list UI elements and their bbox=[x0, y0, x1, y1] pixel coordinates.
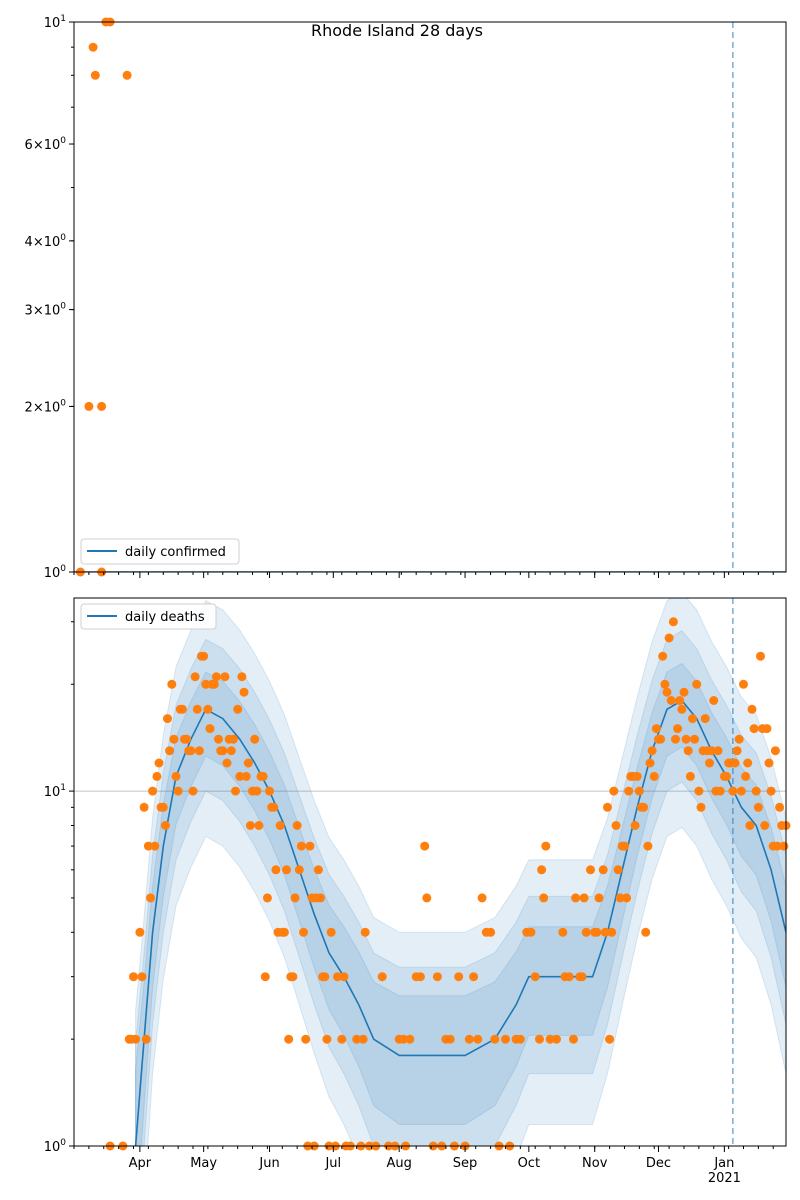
bottom-data-point bbox=[284, 1035, 293, 1044]
x-tick-label: Jul bbox=[325, 1156, 342, 1171]
bottom-data-point bbox=[779, 842, 788, 851]
bottom-data-point bbox=[203, 705, 212, 714]
x-year-label: 2021 bbox=[707, 1171, 741, 1186]
bottom-data-point bbox=[263, 893, 272, 902]
bottom-data-point bbox=[361, 928, 370, 937]
bottom-data-point bbox=[131, 1035, 140, 1044]
bottom-data-point bbox=[688, 714, 697, 723]
bottom-data-point bbox=[501, 1035, 510, 1044]
bottom-data-point bbox=[478, 893, 487, 902]
bottom-data-point bbox=[737, 787, 746, 796]
bottom-data-point bbox=[172, 772, 181, 781]
bottom-data-point bbox=[220, 672, 229, 681]
bottom-data-point bbox=[648, 746, 657, 755]
bottom-data-point bbox=[129, 972, 138, 981]
bottom-data-point bbox=[206, 724, 215, 733]
bottom-data-point bbox=[639, 803, 648, 812]
top-y-tick-label: $6\times 10^0$ bbox=[24, 136, 66, 154]
figure-title: Rhode Island 28 days bbox=[310, 21, 484, 40]
bottom-data-point bbox=[607, 928, 616, 937]
bottom-data-point bbox=[195, 746, 204, 755]
bottom-data-point bbox=[694, 787, 703, 796]
bottom-data-point bbox=[677, 705, 686, 714]
bottom-data-point bbox=[212, 672, 221, 681]
bottom-data-point bbox=[261, 972, 270, 981]
bottom-data-point bbox=[697, 803, 706, 812]
bottom-data-point bbox=[231, 787, 240, 796]
bottom-data-point bbox=[667, 696, 676, 705]
bottom-data-point bbox=[454, 972, 463, 981]
bottom-data-point bbox=[327, 928, 336, 937]
bottom-data-point bbox=[739, 680, 748, 689]
bottom-data-point bbox=[650, 772, 659, 781]
bottom-data-point bbox=[605, 1035, 614, 1044]
bottom-data-point bbox=[586, 865, 595, 874]
bottom-data-point bbox=[161, 821, 170, 830]
bottom-data-point bbox=[765, 759, 774, 768]
bottom-data-point bbox=[578, 972, 587, 981]
bottom-data-point bbox=[359, 1035, 368, 1044]
top-axes-frame bbox=[74, 22, 786, 572]
bottom-data-point bbox=[571, 893, 580, 902]
bottom-data-point bbox=[271, 865, 280, 874]
bottom-data-point bbox=[337, 1035, 346, 1044]
bottom-data-point bbox=[665, 634, 674, 643]
top-data-point bbox=[97, 402, 106, 411]
bottom-data-point bbox=[658, 652, 667, 661]
top-data-point bbox=[84, 402, 93, 411]
bottom-data-point bbox=[760, 821, 769, 830]
bottom-data-point bbox=[609, 787, 618, 796]
bottom-data-point bbox=[469, 972, 478, 981]
bottom-data-point bbox=[305, 842, 314, 851]
x-tick-label: Aug bbox=[386, 1156, 412, 1171]
bottom-data-point bbox=[223, 759, 232, 768]
bottom-y-axis bbox=[44, 622, 74, 1155]
bottom-data-point bbox=[167, 680, 176, 689]
bottom-data-point bbox=[531, 972, 540, 981]
bottom-data-point bbox=[265, 787, 274, 796]
x-tick-label: Jan bbox=[714, 1156, 735, 1171]
bottom-data-point bbox=[539, 893, 548, 902]
bottom-data-point bbox=[741, 772, 750, 781]
bottom-data-point bbox=[756, 652, 765, 661]
bottom-data-point bbox=[537, 865, 546, 874]
bottom-data-point bbox=[314, 865, 323, 874]
bottom-data-point bbox=[652, 724, 661, 733]
bottom-data-point bbox=[722, 772, 731, 781]
bottom-data-point bbox=[301, 1035, 310, 1044]
bottom-data-point bbox=[146, 893, 155, 902]
bottom-data-point bbox=[684, 746, 693, 755]
bottom-panel-daily-deaths bbox=[44, 592, 791, 1200]
bottom-data-point bbox=[250, 735, 259, 744]
bottom-data-point bbox=[174, 787, 183, 796]
bottom-data-point bbox=[582, 928, 591, 937]
bottom-data-point bbox=[728, 787, 737, 796]
bottom-data-point bbox=[152, 772, 161, 781]
bottom-data-point bbox=[240, 688, 249, 697]
bottom-data-point bbox=[299, 928, 308, 937]
bottom-data-point bbox=[767, 787, 776, 796]
bottom-data-point bbox=[182, 735, 191, 744]
bottom-data-point bbox=[748, 705, 757, 714]
x-tick-label: Dec bbox=[645, 1156, 672, 1171]
bottom-data-point bbox=[745, 821, 754, 830]
bottom-data-point bbox=[186, 746, 195, 755]
top-data-point bbox=[91, 71, 100, 80]
bottom-data-point bbox=[214, 735, 223, 744]
bottom-data-point bbox=[656, 735, 665, 744]
bottom-data-point bbox=[297, 842, 306, 851]
bottom-data-point bbox=[675, 696, 684, 705]
bottom-data-point bbox=[169, 735, 178, 744]
bottom-data-point bbox=[140, 803, 149, 812]
bottom-data-point bbox=[752, 787, 761, 796]
bottom-data-point bbox=[535, 1035, 544, 1044]
bottom-data-point bbox=[671, 735, 680, 744]
bottom-data-point bbox=[569, 1035, 578, 1044]
bottom-data-point bbox=[148, 787, 157, 796]
bottom-data-point bbox=[282, 865, 291, 874]
x-tick-label: Sep bbox=[452, 1156, 478, 1171]
bottom-data-point bbox=[731, 759, 740, 768]
bottom-data-point bbox=[669, 617, 678, 626]
bottom-data-point bbox=[165, 746, 174, 755]
bottom-data-point bbox=[775, 803, 784, 812]
bottom-data-point bbox=[663, 688, 672, 697]
bottom-data-point bbox=[191, 672, 200, 681]
bottom-data-point bbox=[178, 705, 187, 714]
bottom-data-point bbox=[416, 972, 425, 981]
bottom-data-point bbox=[229, 735, 238, 744]
top-plot-area bbox=[74, 18, 786, 577]
bottom-y-tick-label: $10^1$ bbox=[43, 783, 66, 801]
bottom-data-point bbox=[210, 680, 219, 689]
x-tick-label: Nov bbox=[582, 1156, 608, 1171]
bottom-data-point bbox=[771, 746, 780, 755]
bottom-data-point bbox=[322, 1035, 331, 1044]
top-panel-daily-confirmed bbox=[25, 14, 786, 581]
bottom-data-point bbox=[580, 893, 589, 902]
bottom-legend-label: daily deaths bbox=[125, 610, 205, 625]
bottom-data-point bbox=[199, 652, 208, 661]
x-tick-label: May bbox=[190, 1156, 218, 1171]
bottom-data-point bbox=[291, 893, 300, 902]
bottom-data-point bbox=[159, 803, 168, 812]
bottom-data-point bbox=[138, 972, 147, 981]
bottom-data-point bbox=[473, 1035, 482, 1044]
top-legend-label: daily confirmed bbox=[125, 545, 226, 560]
bottom-data-point bbox=[227, 746, 236, 755]
bottom-y-tick-label: $10^0$ bbox=[43, 1138, 66, 1155]
bottom-data-point bbox=[288, 972, 297, 981]
bottom-data-point bbox=[465, 1035, 474, 1044]
bottom-data-point bbox=[237, 672, 246, 681]
bottom-data-point bbox=[641, 928, 650, 937]
bottom-legend bbox=[81, 604, 216, 629]
bottom-data-point bbox=[541, 842, 550, 851]
bottom-data-point bbox=[709, 696, 718, 705]
bottom-data-point bbox=[320, 972, 329, 981]
bottom-data-point bbox=[259, 772, 268, 781]
top-data-point bbox=[89, 43, 98, 52]
bottom-data-point bbox=[163, 714, 172, 723]
bottom-data-point bbox=[690, 735, 699, 744]
bottom-data-point bbox=[733, 746, 742, 755]
bottom-data-point bbox=[614, 865, 623, 874]
bottom-data-point bbox=[603, 803, 612, 812]
bottom-data-point bbox=[276, 821, 285, 830]
bottom-data-point bbox=[633, 772, 642, 781]
bottom-data-point bbox=[552, 1035, 561, 1044]
bottom-data-point bbox=[242, 772, 251, 781]
top-data-point bbox=[123, 71, 132, 80]
bottom-data-point bbox=[716, 787, 725, 796]
bottom-data-point bbox=[150, 842, 159, 851]
bottom-data-point bbox=[750, 724, 759, 733]
top-legend bbox=[81, 539, 239, 564]
bottom-data-point bbox=[490, 1035, 499, 1044]
bottom-data-point bbox=[378, 972, 387, 981]
bottom-data-point bbox=[762, 724, 771, 733]
bottom-data-point bbox=[293, 821, 302, 830]
bottom-data-point bbox=[646, 759, 655, 768]
top-x-axis bbox=[74, 572, 773, 578]
bottom-data-point bbox=[592, 928, 601, 937]
x-tick-label: Oct bbox=[517, 1156, 541, 1171]
bottom-uncertainty-band-2 bbox=[136, 663, 786, 1200]
bottom-data-point bbox=[692, 680, 701, 689]
bottom-data-point bbox=[595, 893, 604, 902]
bottom-data-point bbox=[558, 928, 567, 937]
bottom-x-axis bbox=[74, 1146, 773, 1186]
bottom-data-point bbox=[660, 680, 669, 689]
top-y-axis bbox=[25, 14, 74, 581]
bottom-data-point bbox=[643, 842, 652, 851]
bottom-data-point bbox=[339, 972, 348, 981]
bottom-data-point bbox=[743, 759, 752, 768]
top-y-tick-label: $3\times 10^0$ bbox=[24, 301, 66, 319]
bottom-data-point bbox=[631, 821, 640, 830]
top-y-tick-label: $2\times 10^0$ bbox=[24, 398, 66, 416]
bottom-data-point bbox=[405, 1035, 414, 1044]
bottom-data-point bbox=[622, 893, 631, 902]
bottom-data-point bbox=[433, 972, 442, 981]
bottom-data-point bbox=[135, 928, 144, 937]
bottom-data-point bbox=[565, 972, 574, 981]
bottom-data-point bbox=[714, 746, 723, 755]
top-y-tick-label: $10^1$ bbox=[43, 14, 66, 31]
bottom-data-point bbox=[244, 759, 253, 768]
bottom-data-point bbox=[193, 705, 202, 714]
x-tick-label: Jun bbox=[259, 1156, 280, 1171]
bottom-data-point bbox=[682, 735, 691, 744]
bottom-data-point bbox=[280, 928, 289, 937]
bottom-data-point bbox=[705, 759, 714, 768]
bottom-data-point bbox=[624, 787, 633, 796]
bottom-data-point bbox=[527, 928, 536, 937]
bottom-data-point bbox=[420, 842, 429, 851]
bottom-data-point bbox=[233, 705, 242, 714]
bottom-data-point bbox=[422, 893, 431, 902]
bottom-data-point bbox=[446, 1035, 455, 1044]
bottom-data-point bbox=[686, 772, 695, 781]
bottom-data-point bbox=[486, 928, 495, 937]
bottom-data-point bbox=[316, 893, 325, 902]
bottom-data-point bbox=[246, 821, 255, 830]
bottom-data-point bbox=[142, 1035, 151, 1044]
bottom-data-point bbox=[252, 787, 261, 796]
top-y-tick-label: $4\times 10^0$ bbox=[24, 232, 66, 250]
bottom-data-point bbox=[269, 803, 278, 812]
bottom-data-point bbox=[635, 787, 644, 796]
bottom-data-point bbox=[620, 842, 629, 851]
bottom-data-point bbox=[612, 821, 621, 830]
bottom-data-point bbox=[599, 865, 608, 874]
bottom-data-point bbox=[680, 688, 689, 697]
bottom-data-point bbox=[754, 803, 763, 812]
x-tick-label: Apr bbox=[128, 1156, 152, 1171]
bottom-data-point bbox=[735, 735, 744, 744]
bottom-data-point bbox=[701, 714, 710, 723]
bottom-data-point bbox=[155, 759, 164, 768]
bottom-data-point bbox=[254, 821, 263, 830]
top-y-tick-label: $10^0$ bbox=[43, 564, 66, 581]
bottom-plot-area bbox=[74, 592, 791, 1200]
bottom-data-point bbox=[218, 746, 227, 755]
bottom-data-point bbox=[673, 724, 682, 733]
bottom-data-point bbox=[516, 1035, 525, 1044]
bottom-data-point bbox=[295, 865, 304, 874]
bottom-data-point bbox=[189, 787, 198, 796]
